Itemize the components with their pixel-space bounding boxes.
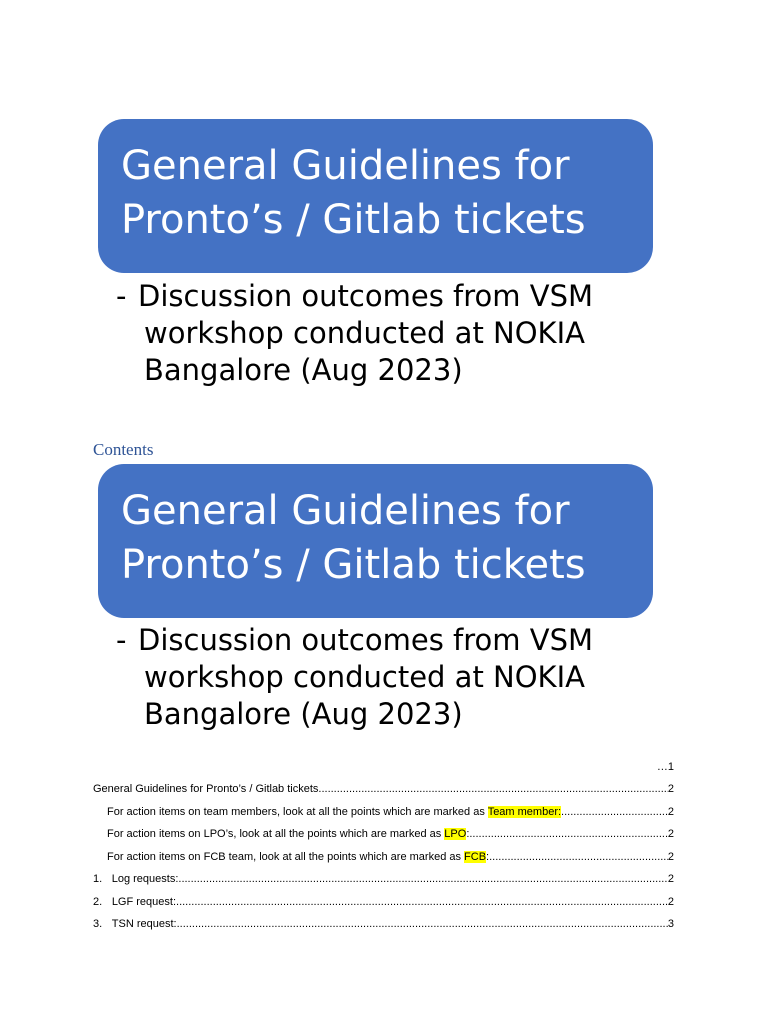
toc-entry-number: 3. [93, 918, 103, 930]
subtitle-line-2: workshop conducted at NOKIA [144, 660, 585, 694]
toc-leader-dots [318, 778, 667, 801]
toc-entry-page: 2 [667, 828, 674, 840]
toc-entry-log-requests[interactable] [93, 868, 674, 891]
toc-entry-page: 2 [667, 805, 674, 818]
subtitle-dash: - [116, 623, 127, 657]
toc-leader-dots [177, 913, 668, 936]
subtitle-line-1: Discussion outcomes from VSM [138, 279, 594, 313]
toc-entry-text: Log requests: [111, 873, 179, 885]
toc-entry-text: LGF request: [111, 895, 177, 908]
highlighted-term: FCB [464, 850, 487, 863]
subtitle-line-3: Bangalore (Aug 2023) [144, 697, 463, 731]
toc-entry-fcb[interactable] [93, 846, 674, 869]
toc-entry-number: 2. [93, 895, 103, 908]
title-banner [98, 119, 653, 273]
toc-leader-dots [178, 868, 667, 891]
toc-entry-text: General Guidelines for Pronto’s / Gitlab tickets [93, 783, 319, 795]
toc-leader-dots [469, 823, 668, 846]
toc-subtitle [116, 622, 676, 733]
toc-leader-dots [176, 891, 668, 914]
toc-entry-text: For action items on LPO’s, look at all the points which are marked as LPO: [107, 828, 470, 840]
toc-entry-page: 2 [667, 873, 674, 885]
subtitle-line-3: Bangalore (Aug 2023) [144, 353, 463, 387]
toc-leader-dots [561, 801, 668, 824]
subtitle-dash: - [116, 279, 127, 313]
subtitle-line-2: workshop conducted at NOKIA [144, 316, 585, 350]
toc-page-ref[interactable]: …1 [656, 761, 674, 773]
toc-entry-lpo[interactable] [93, 823, 674, 846]
subtitle [116, 278, 676, 389]
title-line-2: Pronto’s / Gitlab tickets [121, 542, 586, 588]
toc-entry-tsn-request[interactable] [93, 913, 674, 936]
title-line-1: General Guidelines for [121, 143, 570, 189]
table-of-contents [93, 756, 674, 936]
toc-entry-page: 2 [667, 850, 674, 863]
toc-entry-number: 1. [93, 873, 103, 885]
toc-entry-page: 2 [667, 895, 674, 908]
toc-entry-team-members[interactable] [93, 801, 674, 824]
title-line-1: General Guidelines for [121, 488, 570, 534]
toc-title-banner [98, 464, 653, 618]
toc-entry-lgf-request[interactable] [93, 891, 674, 914]
toc-entry-text: TSN request: [111, 918, 177, 930]
highlighted-term: Team member: [487, 805, 562, 818]
highlighted-term: LPO [444, 828, 467, 840]
subtitle-line-1: Discussion outcomes from VSM [138, 623, 594, 657]
toc-leader-dots [489, 846, 668, 869]
toc-entry-text: For action items on FCB team, look at all the points which are marked as FCB: [107, 850, 490, 863]
toc-entry-general-guidelines[interactable] [93, 778, 674, 801]
contents-heading: Contents [93, 440, 154, 459]
title-line-2: Pronto’s / Gitlab tickets [121, 197, 586, 243]
toc-entry-page: 3 [667, 918, 674, 930]
toc-entry-text: For action items on team members, look at all the points which are marked as Team member: [107, 805, 562, 818]
toc-entry-page: 2 [667, 783, 674, 795]
